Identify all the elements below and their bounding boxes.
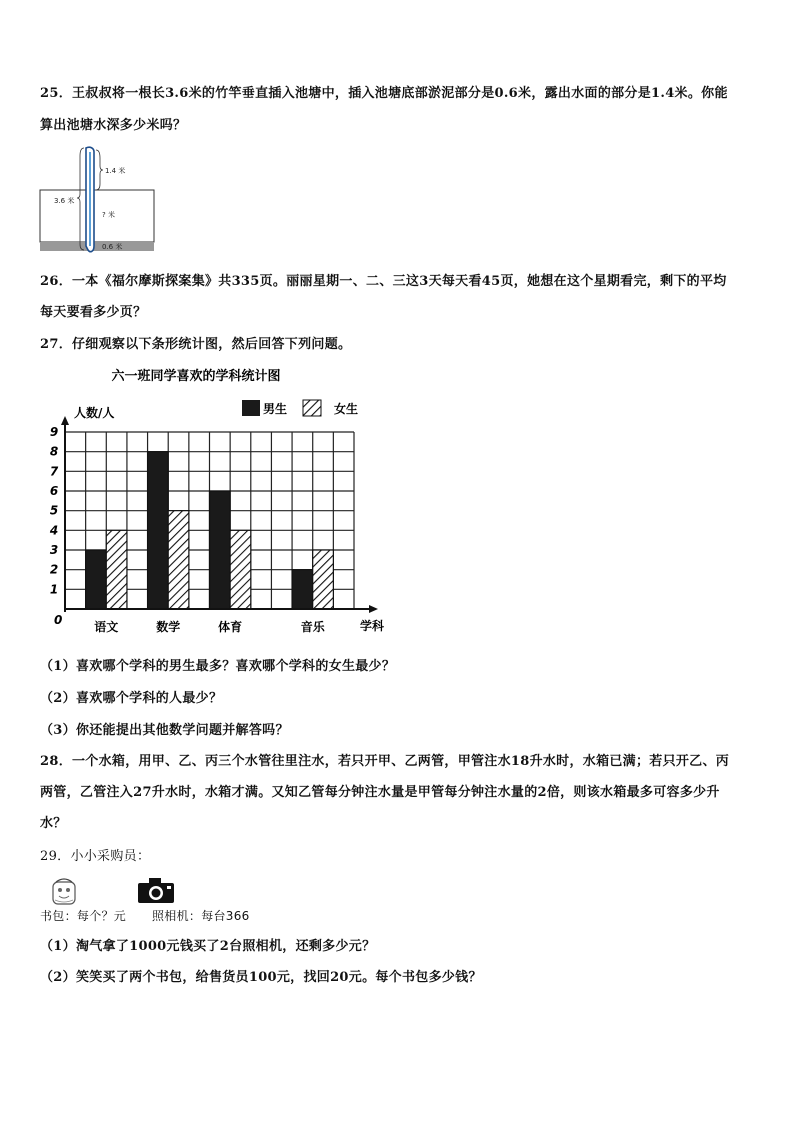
q27-sub1: （1）喜欢哪个学科的男生最多？喜欢哪个学科的女生最少？ [40, 659, 396, 674]
q25-line1: 25．王叔叔将一根长3.6米的竹竿垂直插入池塘中，插入池塘底部淤泥部分是0.6米，露出水面的部分是1.4米。你能 [40, 86, 728, 101]
x-tick-label: 语文 [94, 620, 119, 634]
y-tick-label: 9 [49, 425, 59, 439]
bar-boys-1 [148, 452, 169, 609]
y-tick-label: 8 [49, 444, 59, 459]
above-brace [96, 150, 103, 190]
y-tick-label: 5 [49, 503, 59, 518]
camera-icon [136, 876, 176, 904]
pond-mud [40, 242, 154, 251]
q25-line2: 算出池塘水深多少米吗？ [40, 118, 187, 133]
pond-figure [38, 146, 158, 254]
chart-title: 六一班同学喜欢的学科统计图 [111, 369, 281, 384]
bar-girls-0 [106, 530, 127, 609]
q29-sub1: （1）淘气拿了1000元钱买了2台照相机，还剩多少元？ [40, 939, 376, 954]
q27-sub3: （3）你还能提出其他数学问题并解答吗？ [40, 723, 289, 738]
bar-girls-1 [168, 511, 189, 609]
x-tick-label: 音乐 [300, 620, 325, 634]
bar-girls-3 [313, 550, 334, 609]
y-tick-label: 7 [49, 464, 59, 479]
label-water: ? 米 [102, 211, 115, 219]
label-above: 1.4 米 [105, 167, 126, 175]
q29-intro: 29．小小采购员： [40, 849, 151, 864]
legend-swatch-girls [303, 400, 321, 416]
q28-line3: 水？ [40, 816, 67, 831]
legend-label-girls: 女生 [334, 402, 359, 416]
origin-label: 0 [54, 613, 63, 627]
x-tick-label: 体育 [218, 620, 243, 634]
bar-boys-3 [292, 570, 313, 609]
q26-line2: 每天要看多少页？ [40, 305, 147, 320]
y-tick-label: 4 [49, 523, 59, 538]
legend-swatch-boys [242, 400, 260, 416]
q28-line2: 两管，乙管注入27升水时，水箱才满。又知乙管每分钟注水量是甲管每分钟注水量的2倍，则该水箱最多可容多少升 [40, 785, 720, 800]
q29-sub2: （2）笑笑买了两个书包，给售货员100元，找回20元。每个书包多少钱？ [40, 970, 482, 985]
camera-price-label: 照相机：每台366 [152, 909, 250, 923]
y-tick-label: 3 [49, 543, 59, 557]
y-axis-label: 人数/人 [74, 406, 115, 420]
legend-label-boys: 男生 [263, 402, 288, 416]
x-axis-arrow [369, 605, 378, 613]
y-tick-label: 1 [49, 582, 59, 597]
bar-girls-2 [230, 530, 251, 609]
schoolbag-price-label: 书包：每个？元 [40, 909, 127, 923]
q27-intro: 27．仔细观察以下条形统计图，然后回答下列问题。 [40, 337, 352, 352]
y-tick-label: 6 [49, 484, 59, 498]
label-mud: 0.6 米 [102, 243, 123, 251]
y-tick-label: 2 [49, 562, 59, 577]
bar-chart [44, 360, 394, 640]
x-tick-label: 数学 [156, 620, 181, 634]
y-axis-arrow [61, 416, 69, 425]
q27-sub2: （2）喜欢哪个学科的人最少？ [40, 691, 223, 706]
bar-boys-0 [86, 550, 107, 609]
q28-line1: 28．一个水箱，用甲、乙、丙三个水管往里注水，若只开甲、乙两管，甲管注水18升水时，水箱已满；若只开乙、丙 [40, 754, 730, 769]
q26-line1: 26．一本《福尔摩斯探案集》共335页。丽丽星期一、二、三这3天每天看45页，她想在这个星期看完，剩下的平均 [40, 274, 727, 289]
label-total: 3.6 米 [54, 197, 75, 205]
x-axis-label: 学科 [360, 619, 385, 633]
bar-boys-2 [210, 491, 231, 609]
schoolbag-icon [48, 876, 80, 906]
